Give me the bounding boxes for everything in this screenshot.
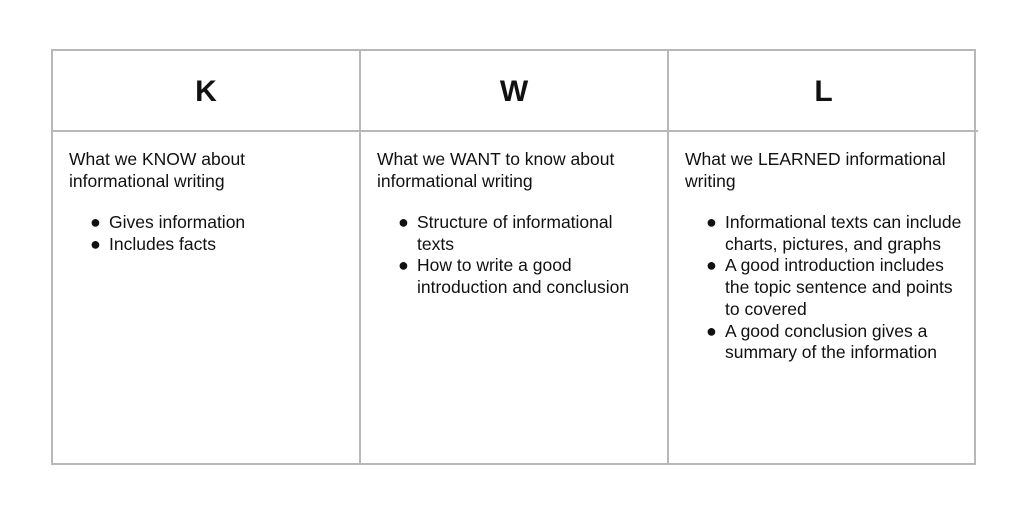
list-item: ● Gives information bbox=[90, 212, 246, 232]
list-item: ● Informational texts can include charts, pictures, and graphs bbox=[706, 212, 962, 254]
header-l-label: L bbox=[814, 74, 833, 108]
bullet-icon: ● bbox=[398, 212, 409, 232]
header-w-label: W bbox=[499, 74, 529, 108]
list-item: ● How to write a good introduction and conclusion bbox=[398, 255, 630, 298]
list-item: ● Structure of informational texts bbox=[398, 212, 613, 254]
bullet-icon: ● bbox=[706, 320, 717, 341]
column-l-list bbox=[685, 212, 964, 364]
column-l-body bbox=[669, 132, 978, 463]
list-item: ● Includes facts bbox=[90, 233, 216, 254]
list-item: ● A good introduction includes the topic sentence and points to covered bbox=[706, 255, 953, 319]
header-l bbox=[669, 51, 978, 132]
kwl-table bbox=[51, 49, 976, 465]
bullet-icon: ● bbox=[706, 212, 717, 232]
bullet-icon: ● bbox=[90, 212, 101, 232]
column-w-body bbox=[361, 132, 669, 463]
bullet-icon: ● bbox=[90, 233, 101, 254]
column-w-list bbox=[377, 212, 653, 299]
bullet-icon: ● bbox=[398, 255, 409, 276]
column-l-prompt: What we LEARNED informational writing bbox=[685, 149, 946, 191]
header-w bbox=[361, 51, 669, 132]
column-k-list bbox=[69, 212, 345, 255]
header-k bbox=[53, 51, 361, 132]
header-k-label: K bbox=[195, 74, 217, 108]
column-k-prompt: What we KNOW about informational writing bbox=[69, 149, 246, 191]
list-item: ● A good conclusion gives a summary of the information bbox=[706, 320, 938, 363]
column-k-body bbox=[53, 132, 361, 463]
column-w-prompt: What we WANT to know about informational writing bbox=[377, 149, 615, 191]
bullet-icon: ● bbox=[706, 255, 717, 276]
